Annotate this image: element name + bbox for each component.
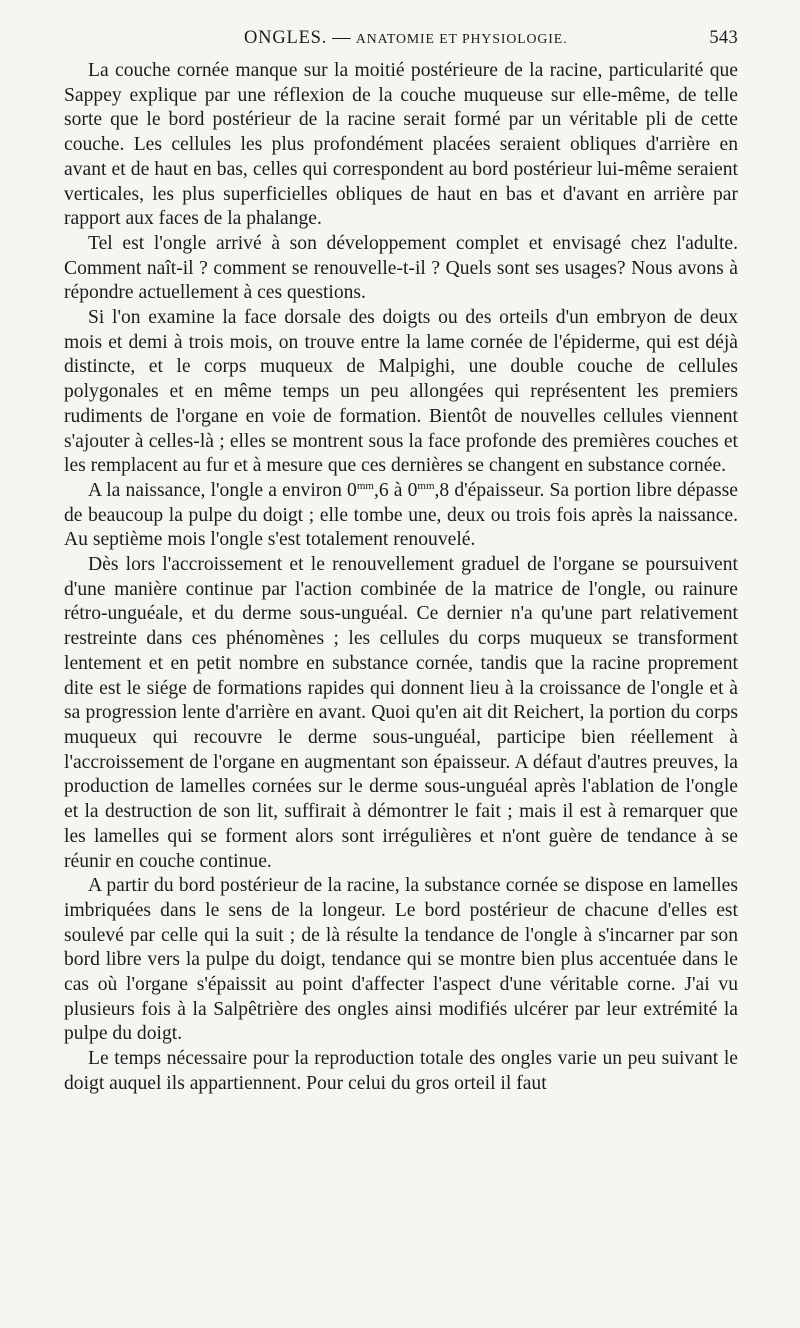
body-text bbox=[64, 59, 738, 1097]
paragraph-embryo: Si l'on examine la face dorsale des doigts ou des orteils d'un embryon de deux mois et demi à trois mois, on trouve entre la lame cornée de l'épiderme, qui est déjà distincte, et le corps muqueux de Malpighi, une double couche de cellules polygonales et en même temps un peu allongées qui représentent les premiers rudiments de l'organe en voie de formation. Bientôt de nouvelles cellules viennent s'ajouter à celles-là ; elles se montrent sous la face profonde des premières couches et les remplacent au fur et à mesure que ces dernières se changent en substance cornée. bbox=[64, 307, 738, 477]
birth-text-mid: ,6 à 0 bbox=[373, 479, 418, 501]
paragraph-development: Tel est l'ongle arrivé à son développement complet et envisagé chez l'adulte. Comment naît-il ? comment se renouvelle-t-il ? Quels sont ses usages? Nous avons à répondre actuellement à ces questions. bbox=[64, 232, 738, 304]
millimetre-unit-1: mm bbox=[356, 479, 374, 492]
paragraph-reproduction-time: Le temps nécessaire pour la reproduction totale des ongles varie un peu suivant le doigt auquel ils appartiennent. Pour celui du gros orteil il faut bbox=[64, 1048, 738, 1094]
birth-text-start: A la naissance, l'ongle a environ 0 bbox=[88, 479, 357, 501]
running-head bbox=[64, 28, 738, 52]
running-title bbox=[244, 28, 567, 49]
paragraph-posterior-root: La couche cornée manque sur la moitié postérieure de la racine, particularité que Sappey explique par une réflexion de la couche muqueuse sur elle-même, de telle sorte que le bord postérieur de la racine serait formé par un véritable pli de cette couche. Les cellules les plus profondément placées seraient obliques d'arrière en avant et de haut en bas, celles qui correspondent au bord postérieur lui-même seraient verticales, les plus superficielles obliques de haut en bas et d'avant en arrière par rapport aux faces de la phalange. bbox=[64, 60, 738, 230]
running-title-sub: ANATOMIE ET PHYSIOLOGIE. bbox=[355, 31, 568, 46]
page-number: 543 bbox=[709, 28, 738, 48]
paragraph-growth: Dès lors l'accroissement et le renouvellement graduel de l'organe se poursuivent d'une manière continue par l'action combinée de la matrice de l'ongle, ou rainure rétro-unguéale, et du derme sous-unguéal. Ce dernier n'a qu'une part relativement restreinte dans ces phénomènes ; les cellules du corps muqueux se transforment lentement et en petit nombre en substance cornée, tandis que la racine proprement dite est le siége de formations rapides qui donnent lieu à la croissance de l'ongle et à sa progression lente d'arrière en avant. Quoi qu'en ait dit Reichert, la portion du corps muqueux qui recouvre le derme sous-unguéal, participe bien réellement à l'accroissement de l'organe en augmentant son épaisseur. A défaut d'autres preuves, la production de lamelles cornées sur le derme sous-unguéal après l'ablation de l'ongle et la destruction de son lit, suffirait à démontrer le fait ; mais il est à remarquer que les lamelles qui se forment alors sont irrégulières et n'ont guère de tendance à se réunir en couche continue. bbox=[64, 554, 738, 872]
millimetre-unit-2: mm bbox=[417, 479, 435, 492]
running-title-main: ONGLES. bbox=[244, 28, 328, 48]
running-title-dash: — bbox=[327, 28, 356, 48]
birth-text-end: ,8 d'épaisseur. Sa portion libre dépasse de beaucoup la pulpe du doigt ; elle tombe une, deux ou trois fois après la naissance. Au septième mois l'ongle s'est totalement renouvelé. bbox=[64, 479, 738, 551]
paragraph-birth bbox=[64, 479, 738, 553]
paragraph-lamellae: A partir du bord postérieur de la racine, la substance cornée se dispose en lamelles imbriquées dans le sens de la longeur. Le bord postérieur de chacune d'elles est soulevé par celle qui la suit ; de là résulte la tendance de l'ongle à s'incarner par son bord libre vers la pulpe du doigt, tendance qui se montre bien plus accentuée dans le cas où l'organe s'épaissit au point d'affecter l'aspect d'une véritable corne. J'ai vu plusieurs fois à la Salpêtrière des ongles ainsi modifiés ulcérer par leur extrémité la pulpe du doigt. bbox=[64, 875, 738, 1045]
